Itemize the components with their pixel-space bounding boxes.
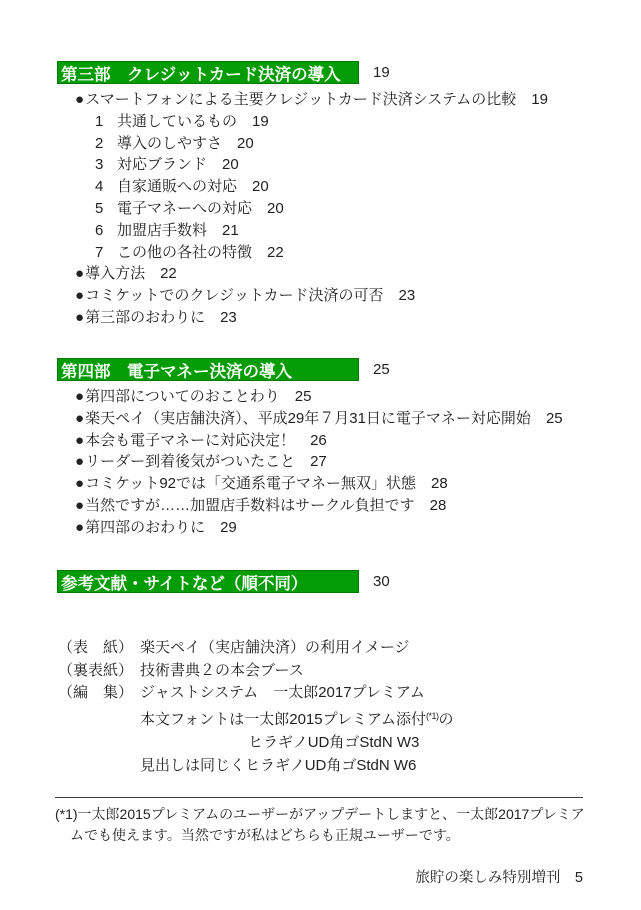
item-text: 共通しているもの (117, 112, 238, 130)
item-text: 第三部のおわりに (85, 308, 206, 326)
item-text: コミケット92では「交通系電子マネー無双」状態 (85, 475, 416, 493)
toc-list (57, 386, 563, 539)
credits-block (58, 637, 454, 777)
item-text: 対応ブランド (117, 156, 208, 174)
footnote-divider (55, 797, 583, 798)
item-text: 第四部についてのおことわり (85, 388, 280, 405)
toc-item (57, 451, 563, 473)
item-text: 導入のしやすさ (117, 134, 223, 152)
section-heading-bar (57, 61, 359, 84)
credit-row-backcover (58, 660, 454, 683)
credit-text-post: の (438, 711, 454, 729)
item-page-number: 22 (160, 265, 177, 283)
toc-item (57, 285, 548, 307)
item-page-number: 21 (222, 221, 239, 239)
item-marker: 2 (95, 134, 104, 152)
section-heading-row (57, 358, 563, 381)
item-page-number: 20 (222, 156, 239, 174)
item-page-number: 29 (220, 518, 237, 536)
toc-item (57, 220, 548, 242)
section-title: 第三部 クレジットカード決済の導入 (61, 65, 341, 84)
toc-item (57, 495, 563, 517)
credit-text: 技術書典２の本会ブース (140, 661, 304, 679)
credit-text: ジャストシステム 一太郎2017プレミアム (140, 684, 425, 702)
item-marker: ● (75, 475, 85, 493)
item-marker: 5 (95, 199, 104, 217)
toc-item (57, 154, 548, 176)
item-page-number: 20 (237, 134, 254, 152)
toc-item (57, 263, 548, 285)
toc-item (57, 198, 548, 220)
toc-item (57, 430, 563, 452)
section-title: 参考文献・サイトなど（順不同） (61, 574, 308, 593)
item-marker: 3 (95, 156, 104, 174)
section-page-number: 19 (373, 64, 390, 81)
item-marker: ● (75, 409, 85, 427)
item-text: 第四部のおわりに (85, 518, 206, 536)
item-page-number: 27 (310, 453, 327, 471)
toc-item (57, 307, 548, 329)
footnote-line-1: (*1)一太郎2015プレミアムのユーザーがアップデートしますと、一太郎2017プレミア (55, 806, 585, 822)
item-text: コミケットでのクレジットカード決済の可否 (85, 287, 384, 305)
toc-list (57, 89, 548, 329)
item-marker: ● (75, 431, 85, 449)
toc-item (57, 242, 548, 264)
item-text: 本会も電子マネーに対応決定！ (85, 431, 296, 449)
section-heading-row (57, 570, 390, 593)
section-heading-bar (57, 570, 359, 593)
section-title: 第四部 電子マネー決済の導入 (61, 362, 292, 381)
section-part4 (57, 358, 563, 539)
item-page-number: 26 (310, 431, 327, 449)
item-text: リーダー到着後気がついたこと (85, 453, 296, 471)
section-part3 (57, 61, 548, 329)
toc-item (57, 517, 563, 539)
item-page-number: 22 (267, 243, 284, 261)
credit-row-bodyfont (58, 705, 454, 732)
item-text: 導入方法 (85, 265, 146, 283)
credit-row-headingfont (58, 755, 454, 778)
item-marker: 4 (95, 178, 104, 196)
item-marker: ● (75, 388, 85, 405)
item-marker: ● (75, 518, 85, 536)
toc-item (57, 111, 548, 133)
footnote-ref-marker: (*1) (425, 711, 439, 722)
credit-row-fontname (58, 732, 454, 755)
page-footer: 旅貯の楽しみ特別増刊 5 (415, 870, 583, 886)
section-page-number: 25 (373, 361, 390, 378)
credit-label: （編 集） (58, 684, 134, 702)
item-text: 自家通販への対応 (117, 178, 238, 196)
credit-row-editing (58, 682, 454, 705)
section-heading-bar (57, 358, 359, 381)
toc-item (57, 89, 548, 111)
section-heading-row (57, 61, 548, 84)
credit-row-cover (58, 637, 454, 660)
item-marker: ● (75, 91, 85, 108)
item-page-number: 19 (531, 91, 548, 108)
item-page-number: 28 (429, 496, 447, 514)
item-marker: 6 (95, 221, 104, 239)
item-page-number: 20 (267, 199, 284, 217)
item-page-number: 25 (294, 388, 312, 405)
item-page-number: 20 (252, 178, 269, 196)
item-marker: ● (75, 496, 85, 514)
credit-label: （表 紙） (58, 639, 134, 656)
toc-item (57, 473, 563, 495)
credit-text (140, 711, 454, 728)
item-page-number: 25 (545, 409, 563, 427)
section-references (57, 570, 390, 593)
toc-item (57, 386, 563, 408)
section-page-number: 30 (373, 573, 390, 590)
item-text: 楽天ペイ（実店舗決済）、平成29年７月31日に電子マネー対応開始 (85, 409, 531, 427)
item-page-number: 23 (220, 308, 237, 326)
item-text: 電子マネーへの対応 (117, 199, 253, 217)
item-text: 加盟店手数料 (117, 221, 208, 239)
footnote-block (55, 797, 583, 845)
credit-text: 見出しは同じくヒラギノUD角ゴStdN W6 (140, 756, 417, 774)
credit-text: ヒラギノUD角ゴStdN W3 (248, 733, 420, 751)
item-page-number: 28 (431, 475, 448, 493)
footnote-text (55, 804, 583, 845)
item-page-number: 23 (398, 287, 416, 305)
item-page-number: 19 (252, 112, 269, 130)
item-marker: ● (75, 265, 85, 283)
item-text: 当然ですが……加盟店手数料はサークル負担です (85, 496, 415, 514)
item-marker: ● (75, 453, 85, 471)
item-text: スマートフォンによる主要クレジットカード決済システムの比較 (85, 91, 517, 108)
item-marker: ● (75, 308, 85, 326)
item-marker: 7 (95, 243, 104, 261)
toc-item (57, 133, 548, 155)
credit-text: 楽天ペイ（実店舗決済）の利用イメージ (140, 639, 410, 656)
item-marker: ● (75, 287, 85, 305)
toc-item (57, 408, 563, 430)
item-marker: 1 (95, 112, 104, 130)
toc-item (57, 176, 548, 198)
credit-text-pre: 本文フォントは一太郎2015プレミアム添付 (140, 711, 426, 729)
credit-label: （裏表紙） (58, 661, 134, 679)
footnote-line-2: ムでも使えます。当然ですが私はどちらも正規ユーザーです。 (70, 826, 460, 843)
item-text: この他の各社の特徴 (117, 243, 253, 261)
